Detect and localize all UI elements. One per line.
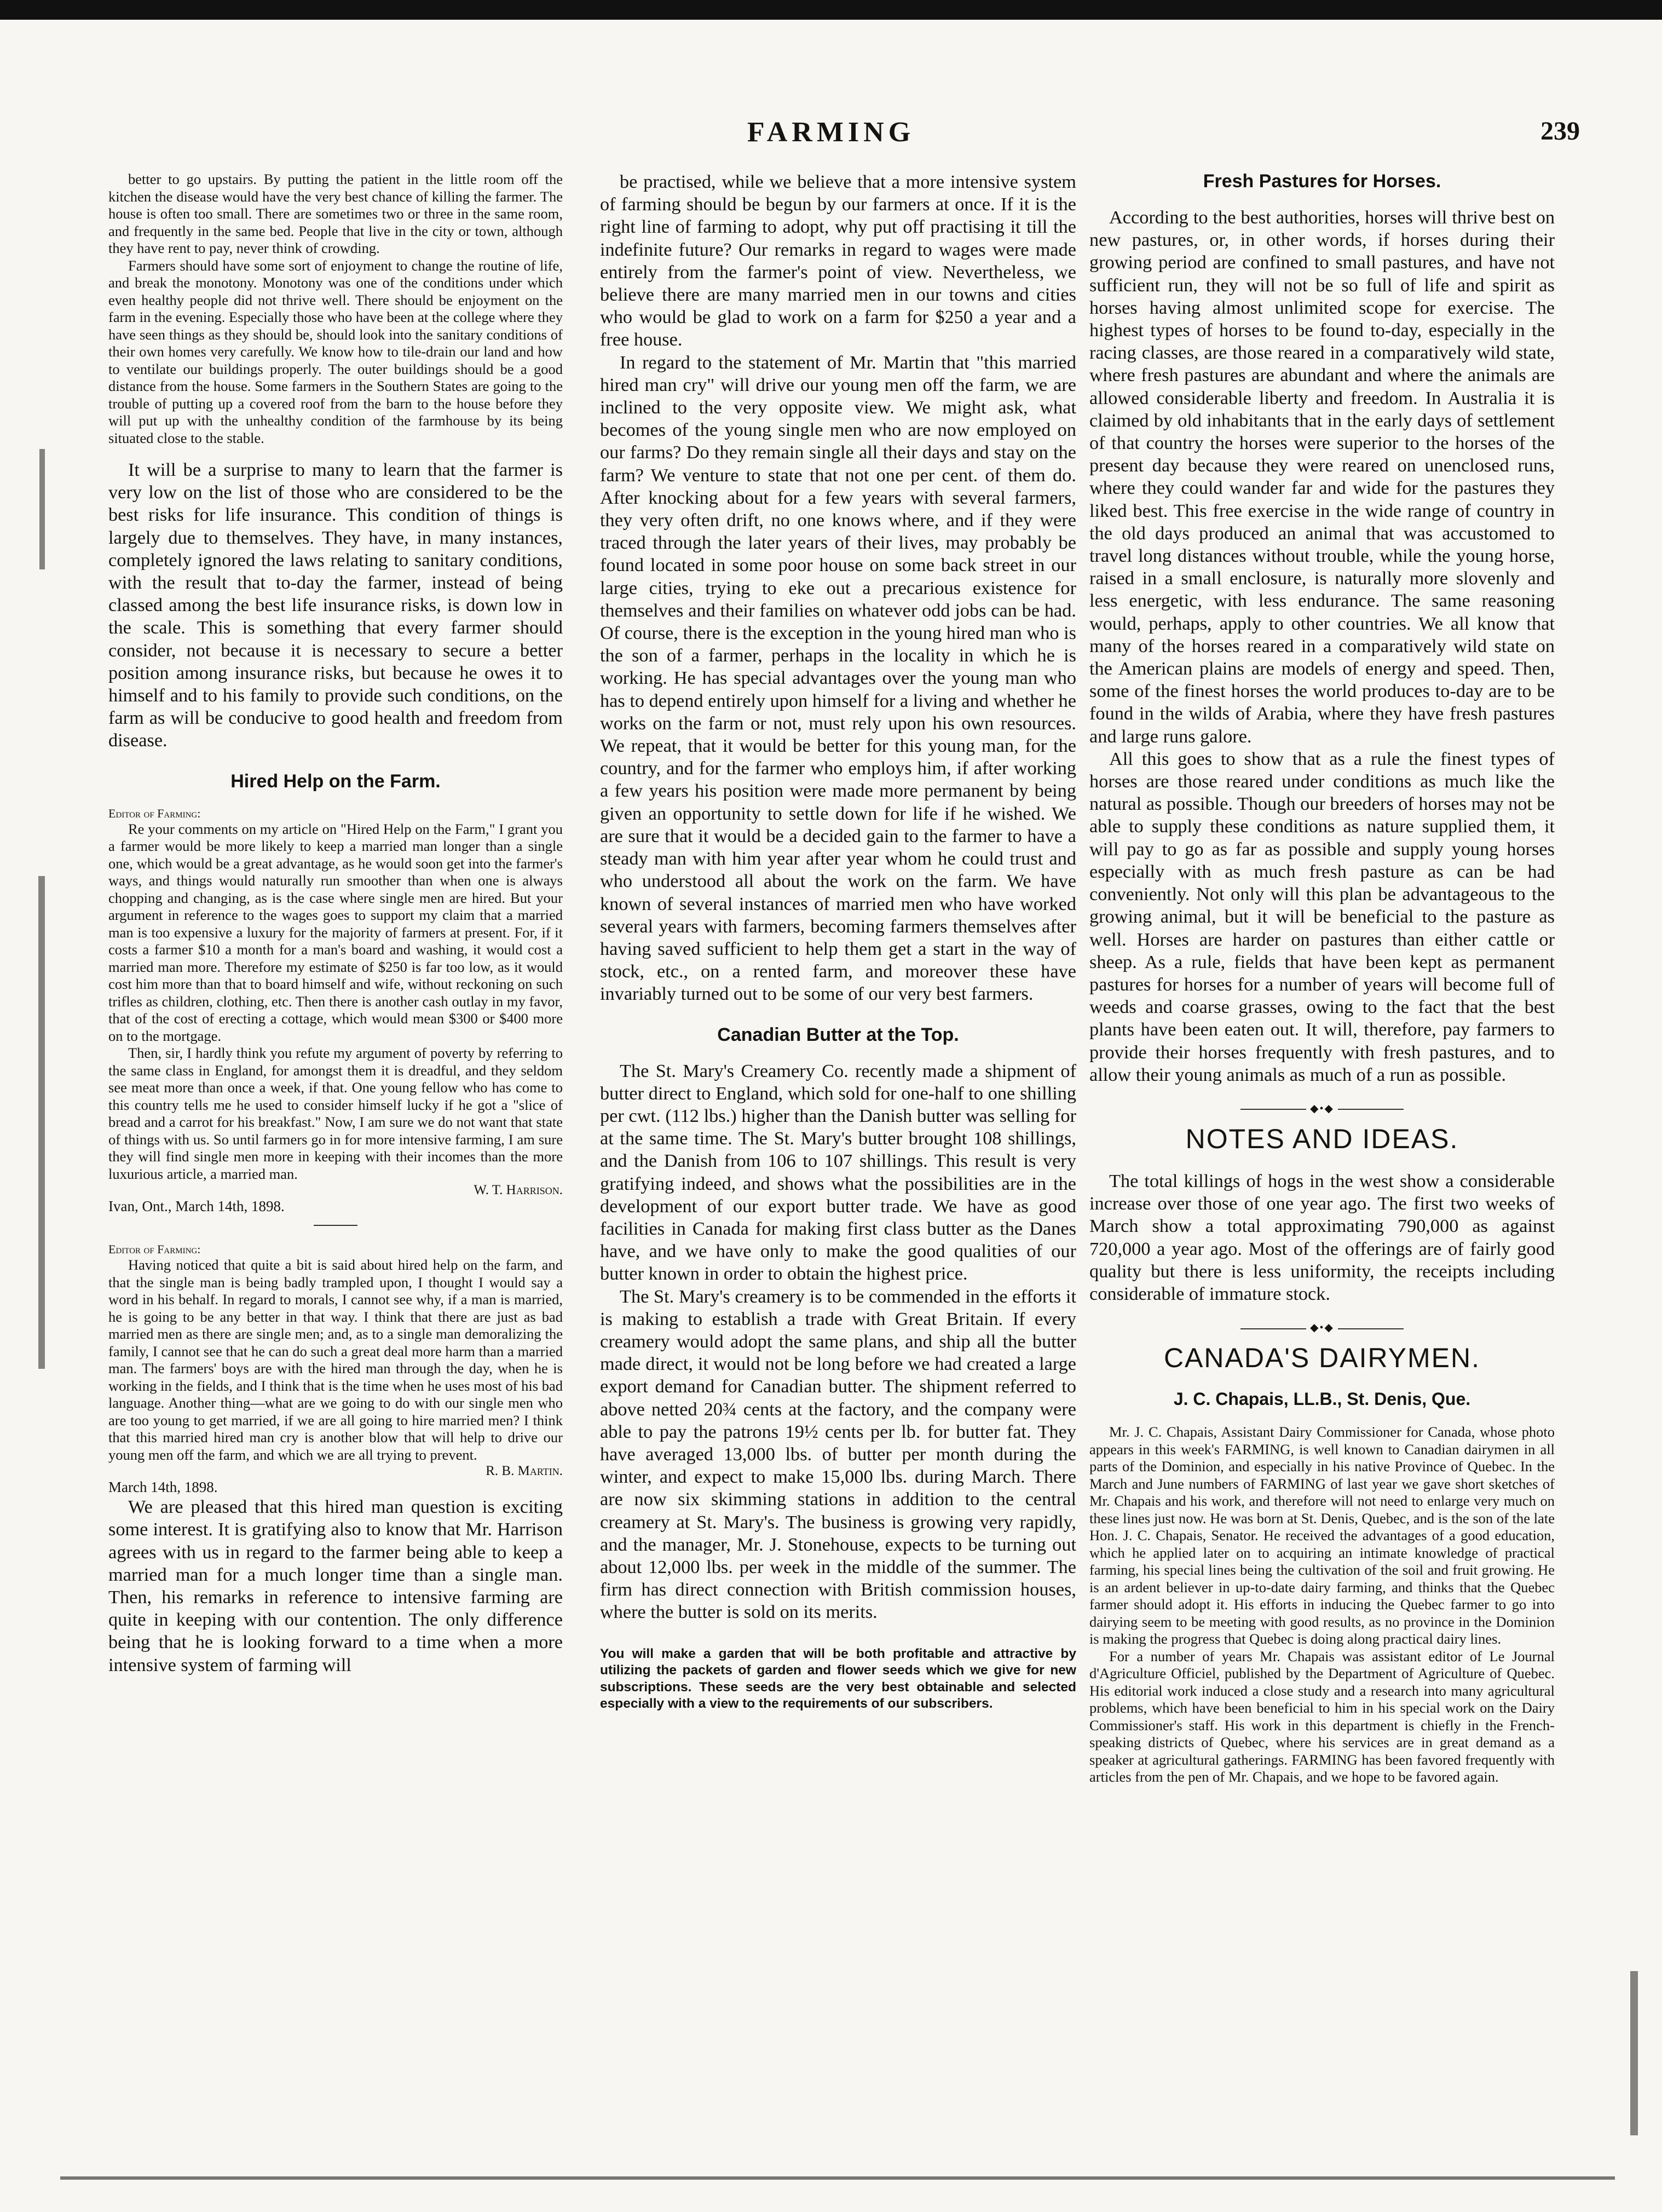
page-number: 239 [1540,117,1580,146]
letter-salutation: Editor of Farming: [108,806,201,820]
letter-salutation: Editor of Farming: [108,1242,201,1257]
letter-signature: W. T. Harrison. [474,1183,563,1198]
paragraph: Farmers should have some sort of enjoyment to change the routine of life, and break the monotony. Monotony was one of the conditions under which even healthy people did not thrive well. There should be enjoyment on the farm in the evening. Especially those who have been at the college where they have seen things as they should be, should look into the sanitary conditions of their own homes very carefully. We know how to tile-drain our land and how to ventilate our buildings properly. The outer buildings should be a good distance from the house. Some farmers in the Southern States are going to the trouble of putting up a covered roof from the barn to the house before they will put up with the unhealthy condition of the farmhouse by its being situated close to the stable. [108,257,563,446]
ornament-divider: ◆•◆ [1089,1321,1555,1334]
letter-paragraph: Re your comments on my article on "Hired Help on the Farm," I grant you a farmer would be more likely to keep a married man longer than a single one, which would be a great advantage, as he would soon get into the farmer's ways, and things would naturally run smoother than when one is always chopping and changing, as is the case where single men are hired. But your argument in reference to the wages goes to support my claim that a married man is too expensive a luxury for the majority of farmers at present. For, if it costs a farmer $10 a month for a man's board and washing, it would cost a married man more. Therefore my estimate of $250 is far too low, as it would cost him more than that to board himself and wife, without reckoning on such trifles as children, clothing, etc. Then there is another cash outlay in my favor, that of the cost of erecting a cottage, which would mean $300 or $400 more on to the mortgage. [108,820,563,1044]
column-left [108,171,563,1677]
paragraph: The St. Mary's Creamery Co. recently made a shipment of butter direct to England, which sold for one-half to one shilling per cwt. (112 lbs.) higher than the Danish butter was selling for at the same time. The St. Mary's butter brought 108 shillings, and the Danish from 106 to 107 shillings. This result is very gratifying indeed, and shows what the possibilities are in the development of our export butter trade. We have as good facilities in Canada for making first class butter as the Danes have, and we have only to make the good qualities of our butter known in order to obtain the highest price. [600,1060,1076,1284]
scan-edge-mark [39,449,45,569]
paragraph: Mr. J. C. Chapais, Assistant Dairy Commissioner for Canada, whose photo appears in this week's FARMING, is well known to Canadian dairymen in all parts of the Dominion, and especially in his native Province of Quebec. In the March and June numbers of FARMING of last year we gave short sketches of Mr. Chapais and his work, and therefore will not need to enlarge very much on these lines just now. He was born at St. Denis, Quebec, and is the son of the late Hon. J. C. Chapais, Senator. He received the advantages of a good education, which he applied later on to acquiring an intimate knowledge of practical farming, his special lines being the cultivation of the soil and fruit growing. He is an ardent believer in up-to-date dairy farming, and thinks that the Quebec farmer should adopt it. His efforts in inducing the Quebec farmer to go into dairying seem to be meeting with good results, as no province in the Dominion is making the progress that Quebec is doing along practical dairy lines. [1089,1424,1555,1648]
letter-dateline: March 14th, 1898. [108,1479,218,1496]
column-middle [600,171,1076,1713]
paragraph: For a number of years Mr. Chapais was assistant editor of Le Journal d'Agriculture Officiel, published by the Department of Agriculture of Quebec. His editorial work induced a close study and a research into many agricultural problems, which have been beneficial to him in his special work on the Dairy Commissioner's staff. His work in this department is chiefly in the French-speaking districts of Quebec, where his services are in great demand as a speaker at agricultural gatherings. FARMING has been favored frequently with articles from the pen of Mr. Chapais, and we hope to be favored again. [1089,1648,1555,1785]
running-title: FARMING [747,117,915,148]
scan-edge-mark [1630,1971,1638,2135]
section-divider [314,1225,357,1226]
paragraph: The total killings of hogs in the west show a considerable increase over those of one year ago. The first two weeks of March show a total approximating 790,000 as against 720,000 a year ago. Most of the offerings are of fairly good quality but there is less uniformity, the receipts including considerable of immature stock. [1089,1170,1555,1304]
paragraph: All this goes to show that as a rule the finest types of horses are those reared under conditions as much like the natural as possible. Though our breeders of horses may not be able to supply these conditions as nature supplied them, it will pay to go as far as possible and supply young horses especially with as much fresh pasture as can be had conveniently. Not only will this plan be advantageous to the growing animal, but it will be beneficial to the pasture as well. Horses are harder on pastures than either cattle or sheep. As a rule, fields that have been kept as permanent pastures for horses for a number of years will become full of weeds and coarse grasses, owing to the fact that the best plants have been eaten out. It will, therefore, pay farmers to provide their horses frequently with fresh pastures, and to allow their young animals as much of a run as possible. [1089,748,1555,1085]
section-heading: Canadian Butter at the Top. [717,1024,959,1045]
section-heading: NOTES AND IDEAS. [1185,1123,1459,1154]
scan-edge-mark [38,876,45,1369]
letter-signature: R. B. Martin. [486,1464,563,1479]
section-heading: Fresh Pastures for Horses. [1203,171,1441,192]
paragraph: We are pleased that this hired man question is exciting some interest. It is gratifying also to know that Mr. Harrison agrees with us in regard to the farmer being able to keep a married man for a much longer time than a single man. Then, his remarks in reference to intensive farming are quite in keeping with our contention. The only difference being that he is looking forward to a time when a more intensive system of farming will [108,1496,563,1675]
article-byline: J. C. Chapais, LL.B., St. Denis, Que. [1173,1389,1471,1409]
paragraph: In regard to the statement of Mr. Martin that "this married hired man cry" will drive our young men off the farm, we are inclined to the very opposite view. We might ask, what becomes of the young single men who are now employed on our farms? Do they remain single all their days and stay on the farm? We venture to state that not one per cent. of them do. After knocking about for a few years with several farmers, they very often drift, no one knows where, and if they were traced through the later years of their lives, may probably be found located in some poor house on some back street in our large cities, trying to eke out a precarious existence for themselves and their families on whatever odd jobs can be had. Of course, there is the exception in the young hired man who is the son of a farmer, perhaps in the locality in which he is working. He has special advantages over the young man who has to depend entirely upon himself for a living and whether he works on the farm or not, must rely upon his own resources. We repeat, that it would be better for this young man, for the country, and for the farmer who employs him, if after working a few years his position were made more permanent by being given an opportunity to settle down for life if he wished. We are sure that it would be a decided gain to the farmer to have a steady man with him year after year whom he could trust and who understood all about the work on the farm. We have known of several instances of married men who have worked several years with farmers, becoming farmers themselves after having saved sufficient to help them get a start in the way of stock, etc., on a rented farm, and moreover these have invariably turned out to be some of our very best farmers. [600,352,1076,1005]
letter-dateline: Ivan, Ont., March 14th, 1898. [108,1198,285,1215]
page-top-border [0,0,1662,20]
paragraph: better to go upstairs. By putting the patient in the little room off the kitchen the disease would have the very best chance of killing the farmer. The house is often too small. There are sometimes two or three in the same room, and frequently in the same bed. People that live in the city or town, although they have rent to pay, never think of crowding. [108,171,563,256]
section-heading: CANADA'S DAIRYMEN. [1163,1343,1481,1374]
paragraph: According to the best authorities, horses will thrive best on new pastures, or, in other words, if horses during their growing period are confined to small pastures, and have not sufficient run, they will not be so full of life and spirit as horses having almost unlimited scope for exercise. The highest types of horses to be found to-day, especially in the racing classes, are those reared in a comparatively wild state, where fresh pastures are abundant and where the animals are allowed considerable liberty and freedom. In Australia it is claimed by old inhabitants that in the early days of settlement of that country the horses were superior to the horses of the present day because they were reared on unenclosed runs, where they could wander far and wide for the pastures they liked best. This free exercise in the wide range of country in the old days produced an animal that was accustomed to travel long distances without trouble, while the young horse, raised in a small enclosure, is naturally more slovenly and less energetic, with less endurance. The same reasoning would, perhaps, apply to other countries. We all know that many of the horses reared in a comparatively wild state on the American plains are models of energy and speed. Then, some of the finest horses the world produces to-day are to be found in the wilds of Arabia, where they have fresh pastures and large runs galore. [1089,207,1555,747]
page-bottom-edge [60,2176,1615,2180]
letter-paragraph: Then, sir, I hardly think you refute my argument of poverty by referring to the same class in England, for amongst them it is dreadful, and they seldom see meat more than once a week, if that. One young fellow who has come to this country tells me he used to consider himself lucky if he got a "slice of bread and a carrot for his breakfast." Now, I am sure we do not want that state of things with us. So until farmers go in for more intensive farming, I am sure they will find single men more in keeping with their incomes than the more luxurious article, a married man. [108,1045,563,1182]
paragraph: It will be a surprise to many to learn that the farmer is very low on the list of those who are considered to be the best risks for life insurance. This condition of things is largely due to themselves. They have, in many instances, completely ignored the laws relating to sanitary conditions, with the result that to-day the farmer, instead of being classed among the best life insurance risks, is down low in the scale. This is something that every farmer should consider, not because it is necessary to secure a better position among insurance risks, but because he owes it to himself and to his family to provide such conditions, on the farm as will be conducive to good health and freedom from disease. [108,459,563,751]
section-heading: Hired Help on the Farm. [230,770,441,792]
letter-paragraph: Having noticed that quite a bit is said about hired help on the farm, and that the single man is being badly trampled upon, I thought I would say a word in his behalf. In regard to morals, I cannot see why, if a man is married, he is going to be any better in that way. I think that there are just as bad married men as there are single men; and, as to a single man demoralizing the family, I cannot see that he can do such a great deal more harm than a married man. The farmers' boys are with the hired man through the day, when he is working in the fields, and I think that is the time when he uses most of his bad language. Another thing—what are we going to do with our single men who are too young to get married, if we are all going to hire married men? I think that this married hired man cry is another blow that will help to drive our young men off the farm, and which we are all trying to prevent. [108,1257,563,1463]
column-right [1089,171,1555,1786]
paragraph: The St. Mary's creamery is to be commended in the efforts it is making to establish a trade with Great Britain. If every creamery would adopt the same plans, and ship all the butter made direct, it would not be long before we had created a large export demand for Canadian butter. The shipment referred to above netted 20¾ cents at the factory, and the company were able to pay the patrons 19½ cents per lb. for butter fat. They have averaged 13,000 lbs. of butter per month during the winter, and expect to make 15,000 lbs. during March. There are now six skimming stations in addition to the central creamery at St. Mary's. The business is growing very rapidly, and the manager, Mr. J. Stonehouse, expects to be turning out about 12,000 lbs. per week in the middle of the summer. The firm has direct connection with British commission houses, where the butter is sold on its merits. [600,1286,1076,1623]
ornament-divider: ◆•◆ [1089,1102,1555,1115]
subscription-promo: You will make a garden that will be both profitable and attractive by utilizing the packets of garden and flower seeds which we give for new subscriptions. These seeds are the very best obtainable and selected especially with a view to the requirements of our subscribers. [600,1646,1076,1712]
paragraph: be practised, while we believe that a more intensive system of farming should be begun by our farmers at once. If it is the right line of farming to adopt, why put off practising it till the indefinite future? Our remarks in regard to wages were made entirely from the farmer's point of view. Nevertheless, we believe there are many married men in our towns and cities who would be glad to work on a farm for $250 a year and a free house. [600,171,1076,350]
